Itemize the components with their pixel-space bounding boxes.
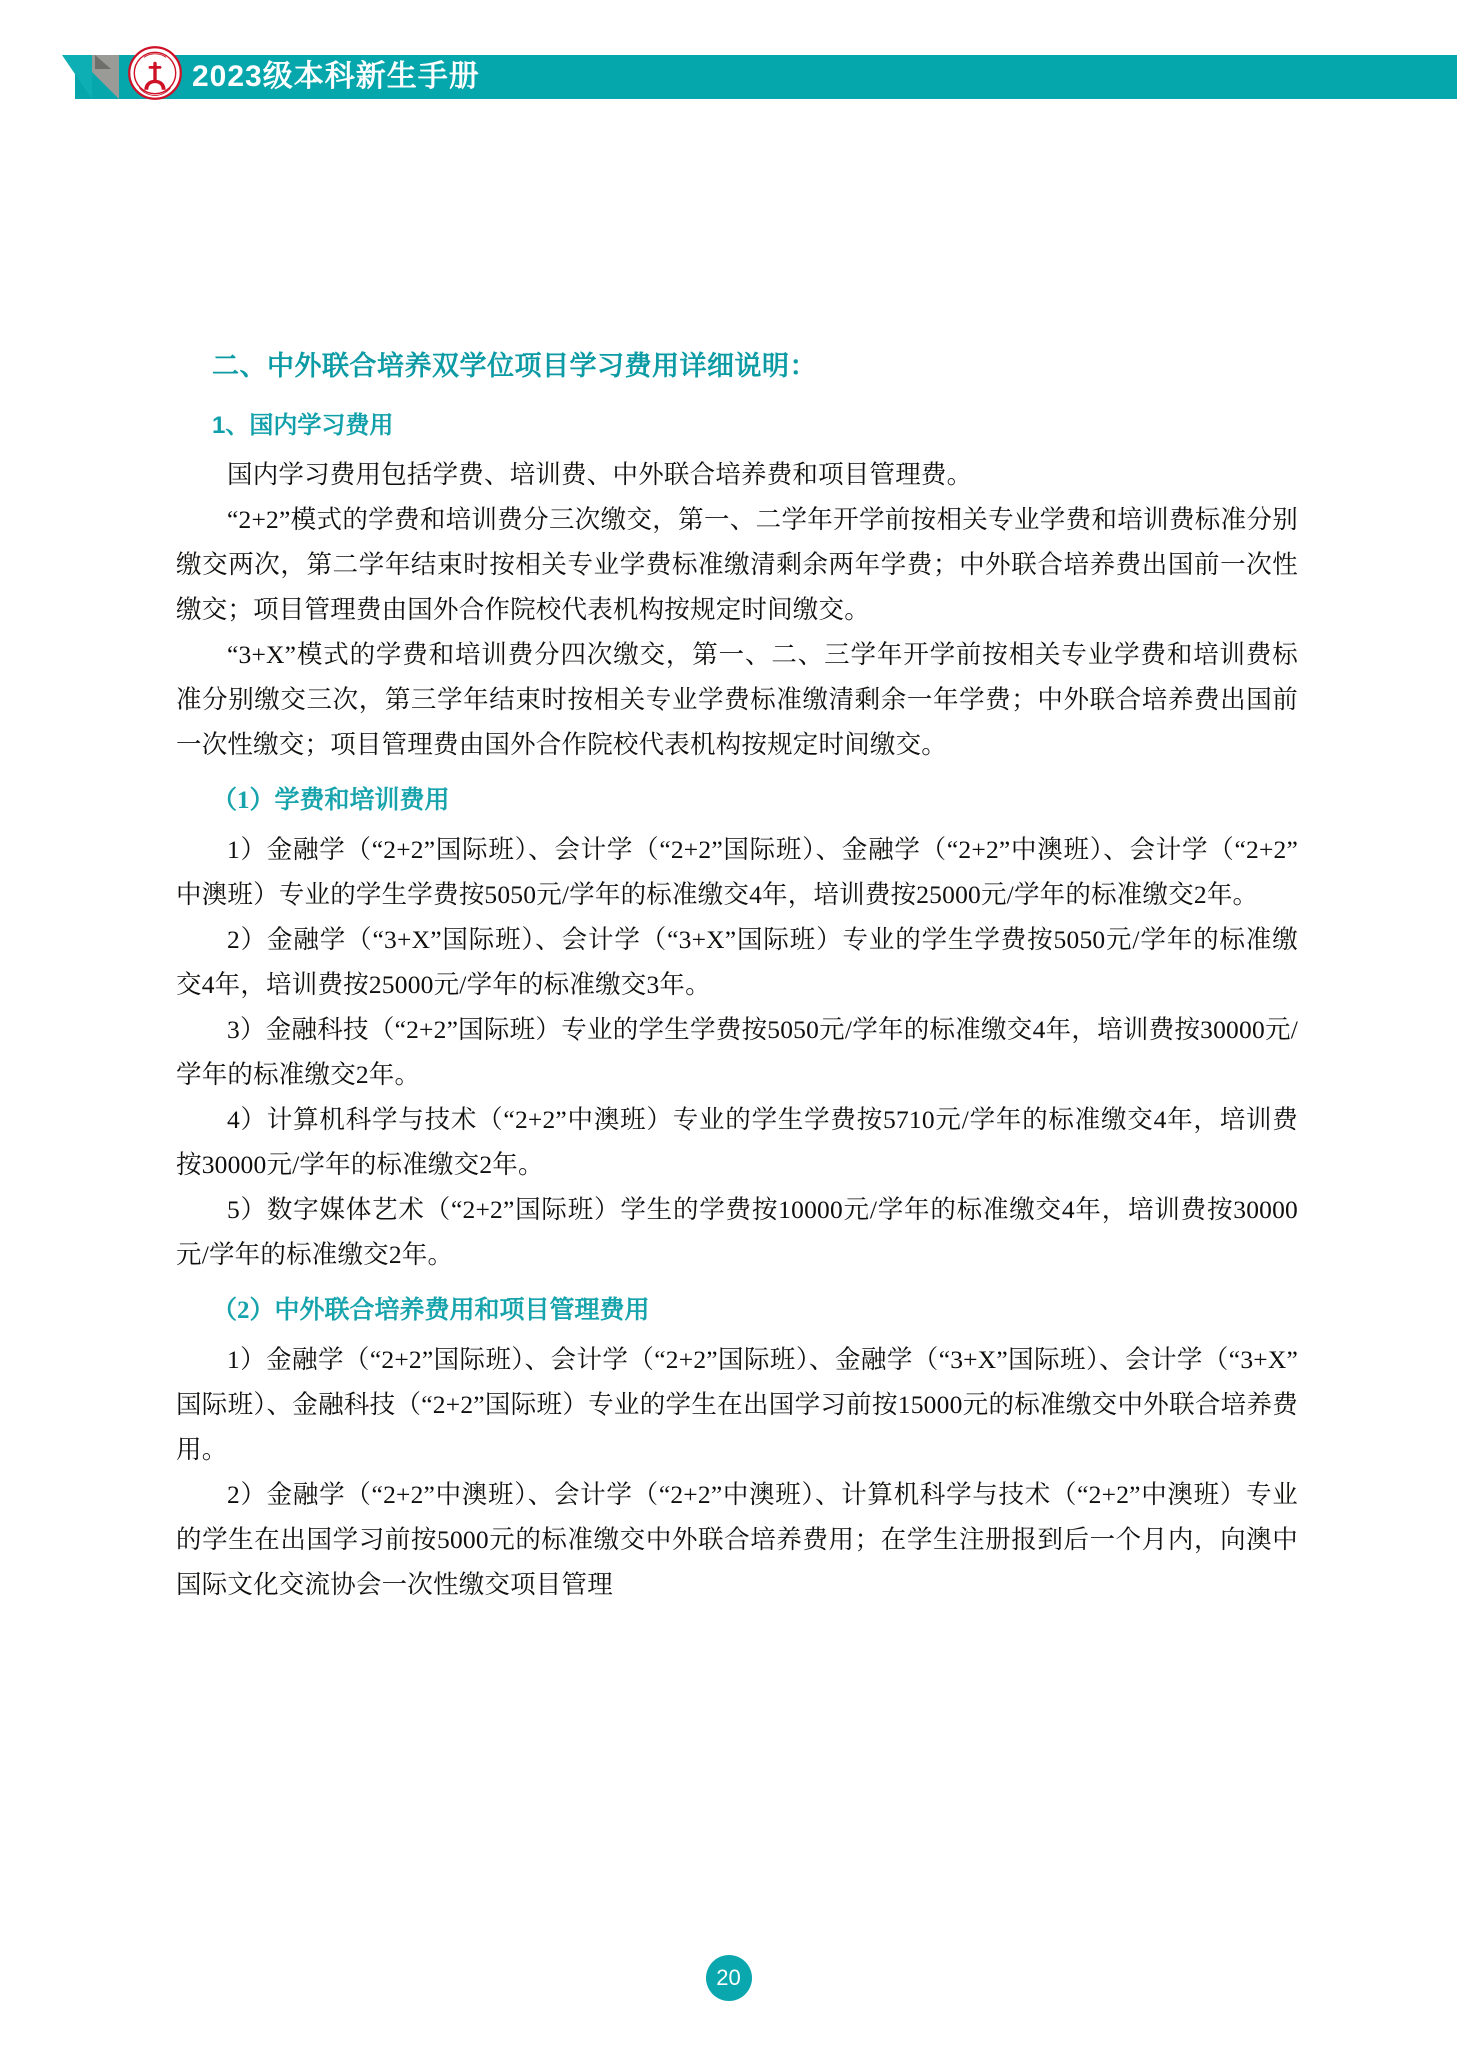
page-content bbox=[176, 348, 1298, 1607]
subsection-heading-joint-training-management: （2）中外联合培养费用和项目管理费用 bbox=[212, 1296, 650, 1324]
page-header-banner bbox=[0, 55, 1457, 99]
list-item: 1）金融学（“2+2”国际班）、会计学（“2+2”国际班）、金融学（“2+2”中澳班）、会计学（“2+2”中澳班）专业的学生学费按5050元/学年的标准缴交4年，培训费按25000元/学年的标准缴交2年。 bbox=[176, 834, 1298, 909]
list-item: 1）金融学（“2+2”国际班）、会计学（“2+2”国际班）、金融学（“3+X”国际班）、会计学（“3+X”国际班）、金融科技（“2+2”国际班）专业的学生在出国学习前按15000元的标准缴交中外联合培养费用。 bbox=[176, 1344, 1298, 1464]
header-teal-wedge bbox=[62, 55, 92, 99]
header-title: 2023级本科新生手册 bbox=[192, 60, 480, 93]
page-number-badge: 20 bbox=[706, 1955, 752, 2001]
subsection-heading-tuition-training: （1）学费和培训费用 bbox=[212, 786, 450, 814]
list-item: 2）金融学（“2+2”中澳班）、会计学（“2+2”中澳班）、计算机科学与技术（“2+2”中澳班）专业的学生在出国学习前按5000元的标准缴交中外联合培养费用；在学生注册报到后一个月内，向澳中国际文化交流协会一次性缴交项目管理 bbox=[176, 1479, 1298, 1599]
sub-heading-domestic-fees: 1、国内学习费用 bbox=[212, 411, 394, 439]
list-item: 4）计算机科学与技术（“2+2”中澳班）专业的学生学费按5710元/学年的标准缴交4年，培训费按30000元/学年的标准缴交2年。 bbox=[176, 1104, 1298, 1179]
paragraph-overview: 国内学习费用包括学费、培训费、中外联合培养费和项目管理费。 bbox=[227, 459, 973, 489]
list-item: 3）金融科技（“2+2”国际班）专业的学生学费按5050元/学年的标准缴交4年，培训费按30000元/学年的标准缴交2年。 bbox=[176, 1014, 1298, 1089]
section-heading: 二、中外联合培养双学位项目学习费用详细说明： bbox=[212, 351, 817, 381]
paragraph-mode-3plusx: “3+X”模式的学费和培训费分四次缴交，第一、二、三学年开学前按相关专业学费和培训费标准分别缴交三次，第三学年结束时按相关专业学费标准缴清剩余一年学费；中外联合培养费出国前一次性缴交；项目管理费由国外合作院校代表机构按规定时间缴交。 bbox=[176, 639, 1298, 759]
page-footer bbox=[0, 1955, 1457, 2001]
paragraph-mode-2plus2: “2+2”模式的学费和培训费分三次缴交，第一、二学年开学前按相关专业学费和培训费标准分别缴交两次，第二学年结束时按相关专业学费标准缴清剩余两年学费；中外联合培养费出国前一次性缴交；项目管理费由国外合作院校代表机构按规定时间缴交。 bbox=[176, 504, 1298, 624]
header-wedge-tip bbox=[95, 55, 111, 69]
list-item: 2）金融学（“3+X”国际班）、会计学（“3+X”国际班）专业的学生学费按5050元/学年的标准缴交4年，培训费按25000元/学年的标准缴交3年。 bbox=[176, 924, 1298, 999]
university-seal-icon bbox=[127, 45, 183, 101]
list-item: 5）数字媒体艺术（“2+2”国际班）学生的学费按10000元/学年的标准缴交4年，培训费按30000元/学年的标准缴交2年。 bbox=[176, 1194, 1298, 1269]
